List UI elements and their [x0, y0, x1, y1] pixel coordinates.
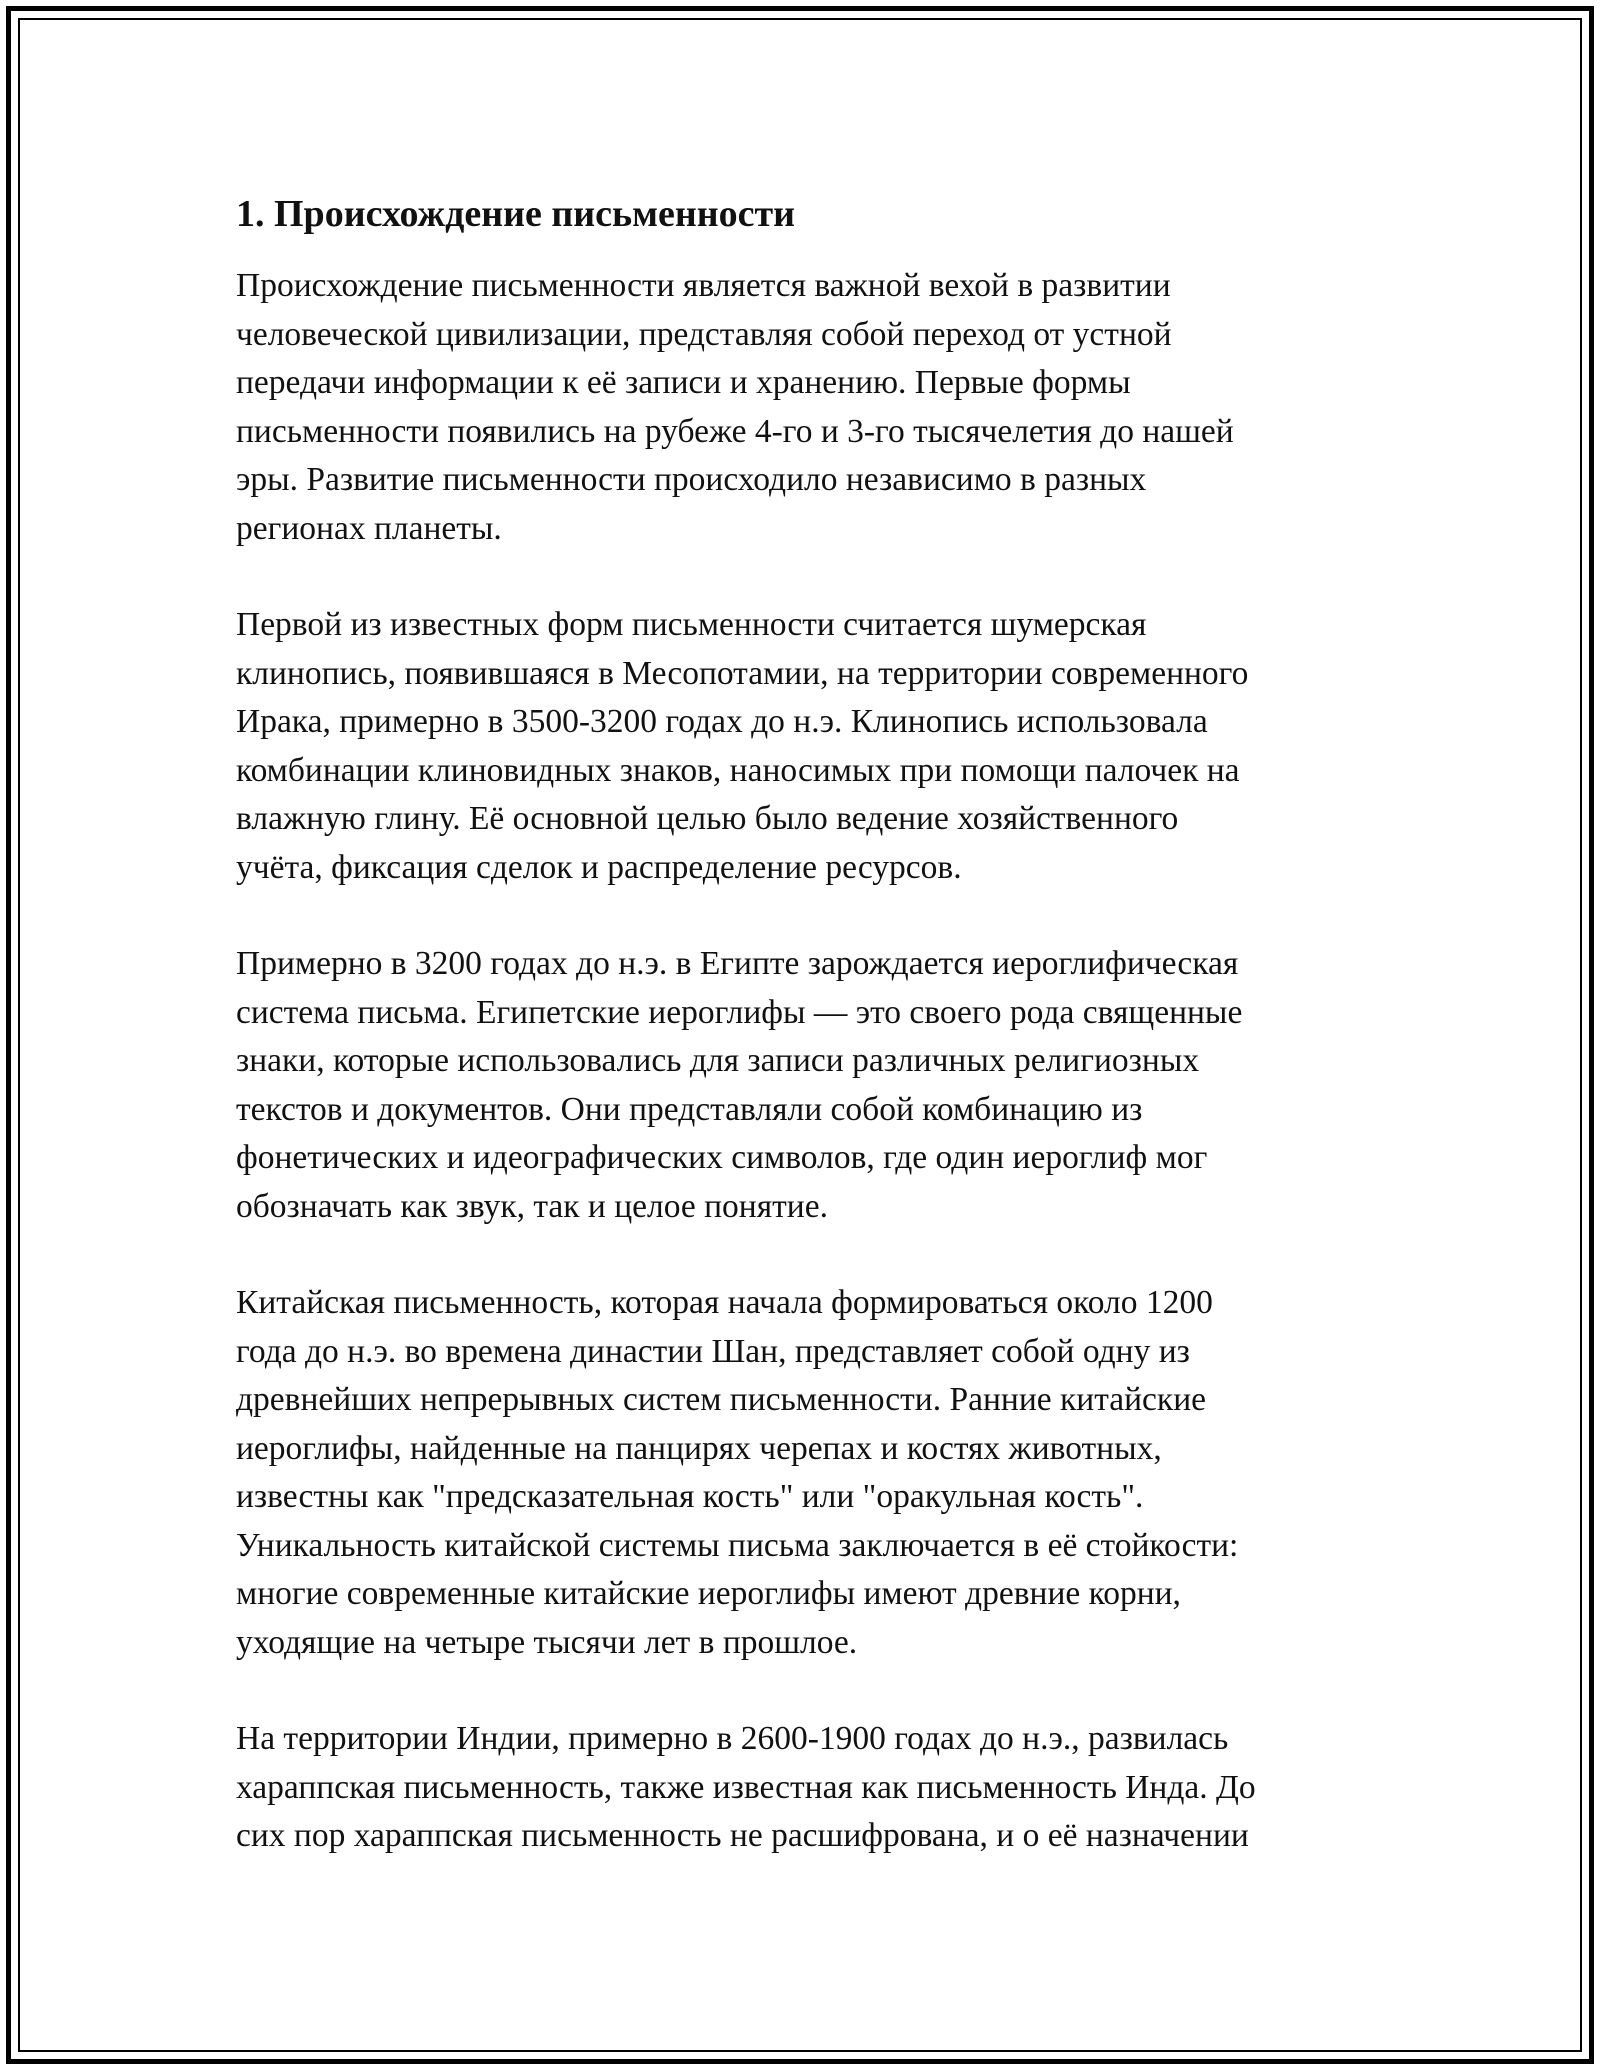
text-line: иероглифы, найденные на панцирях черепах и костях животных,	[236, 1429, 1162, 1467]
text-line: Первой из известных форм письменности считается шумерская	[236, 606, 1147, 643]
text-line: древнейших непрерывных систем письменности. Ранние китайские	[236, 1381, 1206, 1418]
text-line: уходящие на четыре тысячи лет в прошлое.	[236, 1623, 858, 1661]
document-body	[236, 190, 1366, 1861]
text-line: влажную глину. Её основной целью было ведение хозяйственного	[236, 800, 1179, 837]
text-line: многие современные китайские иероглифы имеют древние корни,	[236, 1575, 1181, 1612]
text-line: клинопись, появившаяся в Месопотамии, на территории современного	[236, 654, 1249, 692]
text-line: система письма. Египетские иероглифы — это своего рода священные	[236, 993, 1243, 1031]
text-line: Происхождение письменности является важной вехой в развитии	[236, 267, 1171, 304]
paragraph-egypt	[236, 940, 1366, 1231]
text-line: Китайская письменность, которая начала формироваться около 1200	[236, 1284, 1213, 1321]
text-line: текстов и документов. Они представляли собой комбинацию из	[236, 1090, 1143, 1128]
section-heading: 1. Происхождение письменности	[236, 193, 796, 235]
paragraph-origin	[236, 262, 1366, 553]
text-line: знаки, которые использовались для записи различных религиозных	[236, 1042, 1200, 1079]
paragraph-india	[236, 1715, 1366, 1861]
text-line: фонетических и идеографических символов, где один иероглиф мог	[236, 1139, 1208, 1176]
text-line: комбинации клиновидных знаков, наносимых при помощи палочек на	[236, 751, 1240, 789]
paragraph-cuneiform	[236, 601, 1366, 892]
text-line: хараппская письменность, также известная как письменность Инда. До	[236, 1768, 1256, 1806]
text-line: сих пор хараппская письменность не расшифрована, и о её назначении	[236, 1817, 1249, 1854]
text-line: передачи информации к её записи и хранению. Первые формы	[236, 364, 1131, 401]
text-line: года до н.э. во времена династии Шан, представляет собой одну из	[236, 1332, 1190, 1370]
paragraph-china	[236, 1279, 1366, 1667]
text-line: Ирака, примерно в 3500-3200 годах до н.э. Клинопись использовала	[236, 703, 1208, 740]
text-line: Уникальность китайской системы письма заключается в её стойкости:	[236, 1526, 1239, 1564]
text-line: регионах планеты.	[236, 509, 502, 547]
text-line: эры. Развитие письменности происходило независимо в разных	[236, 461, 1147, 498]
text-line: письменности появились на рубеже 4-го и 3-го тысячелетия до нашей	[236, 412, 1234, 450]
text-line: человеческой цивилизации, представляя собой переход от устной	[236, 315, 1172, 353]
text-line: Примерно в 3200 годах до н.э. в Египте зарождается иероглифическая	[236, 945, 1239, 982]
text-line: обозначать как звук, так и целое понятие.	[236, 1187, 828, 1225]
text-line: На территории Индии, примерно в 2600-1900 годах до н.э., развилась	[236, 1720, 1229, 1757]
text-line: учёта, фиксация сделок и распределение ресурсов.	[236, 848, 962, 886]
text-line: известны как "предсказательная кость" или "оракульная кость".	[236, 1478, 1144, 1515]
